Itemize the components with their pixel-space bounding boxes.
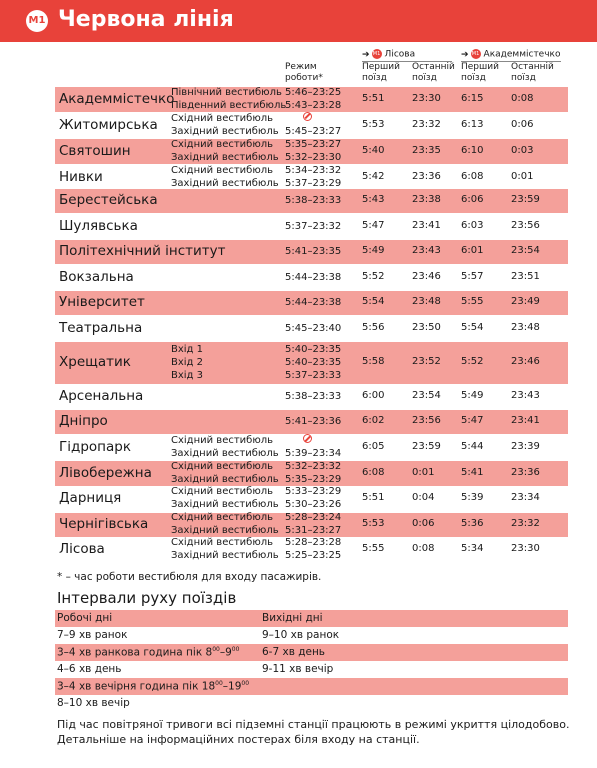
- table-row: [55, 410, 568, 434]
- vestibule-label: Західний вестибюль: [171, 550, 279, 561]
- lis-first-time: 5:43: [362, 194, 385, 205]
- column-header-hours: Режим роботи*: [285, 62, 323, 83]
- arrow-right-icon: ➔: [461, 49, 469, 60]
- table-row: [55, 165, 568, 190]
- lis-last-time: 23:32: [412, 118, 441, 130]
- working-hours: 5:37–23:29: [285, 177, 342, 189]
- station-name: Арсенальна: [59, 388, 144, 404]
- ak-first-time: 5:57: [461, 271, 484, 282]
- lis-last-time: 23:48: [412, 296, 441, 307]
- intervals-title: Інтервали руху поїздів: [57, 589, 237, 607]
- vestibule-label: Західний вестибюль: [171, 499, 279, 510]
- vestibule-label: Вхід 2: [171, 356, 204, 368]
- vestibule-label: Вхід 1: [171, 343, 204, 355]
- station-name: Лівобережна: [59, 464, 152, 481]
- ak-last-time: 23:51: [511, 271, 540, 282]
- working-hours: 5:46–23:25: [285, 86, 342, 98]
- working-hours: 5:38–23:33: [285, 390, 342, 402]
- metro-badge-icon: M1: [471, 51, 480, 57]
- arrow-right-icon: ➔: [362, 49, 370, 60]
- lis-first-time: 5:40: [362, 144, 385, 156]
- page-header: [0, 0, 597, 42]
- workdays-interval: 8–10 хв вечір: [57, 697, 130, 709]
- ak-first-time: 6:15: [461, 92, 484, 104]
- ak-last-time: 23:48: [511, 322, 540, 333]
- interval-row: [55, 610, 568, 627]
- lis-last-time: 23:56: [412, 415, 441, 426]
- working-hours: 5:38–23:33: [285, 194, 342, 206]
- working-hours: 5:41–23:36: [285, 415, 342, 427]
- column-header-last-lisova: Останній поїзд: [412, 62, 455, 83]
- lis-last-time: 0:01: [412, 466, 435, 478]
- vestibule-label: Східний вестибюль: [171, 164, 274, 176]
- weekends-interval: 9-11 хв вечір: [262, 663, 334, 675]
- vestibule-label: Західний вестибюль: [171, 151, 279, 163]
- station-name: Вокзальна: [59, 269, 134, 285]
- working-hours: 5:39–23:34: [285, 448, 342, 459]
- ak-first-time: 5:47: [461, 415, 484, 426]
- table-row: [55, 385, 568, 409]
- ak-last-time: 0:03: [511, 144, 534, 156]
- lis-last-time: 23:41: [412, 220, 441, 231]
- interval-row: [55, 644, 568, 661]
- ak-last-time: 23:39: [511, 441, 540, 452]
- closed-icon: [303, 434, 312, 447]
- vestibule-label: Західний вестибюль: [171, 125, 279, 137]
- interval-row: [55, 661, 568, 678]
- working-hours: 5:40–23:35: [285, 356, 342, 368]
- working-hours: 5:28–23:24: [285, 512, 342, 523]
- lis-last-time: 23:36: [412, 170, 441, 182]
- ak-first-time: 5:36: [461, 518, 484, 529]
- vestibule-label: Західний вестибюль: [171, 177, 279, 189]
- lis-first-time: 5:42: [362, 170, 385, 182]
- lis-last-time: 23:30: [412, 92, 441, 104]
- lis-first-time: 5:54: [362, 296, 385, 307]
- ak-first-time: 5:39: [461, 492, 484, 503]
- direction-label: Лісова: [384, 49, 416, 60]
- direction-lisova: [362, 49, 415, 60]
- closed-icon: [303, 112, 312, 125]
- lis-last-time: 23:38: [412, 194, 441, 205]
- ak-first-time: 5:54: [461, 322, 484, 333]
- working-hours: 5:32–23:30: [285, 151, 342, 163]
- lis-first-time: 5:53: [362, 518, 385, 529]
- interval-row: [55, 627, 568, 644]
- ak-last-time: 0:01: [511, 170, 534, 182]
- lis-last-time: 23:50: [412, 322, 441, 333]
- lis-first-time: 6:00: [362, 390, 385, 401]
- column-header-last-akademmistechko: Останній поїзд: [511, 62, 554, 83]
- vestibule-label: Західний вестибюль: [171, 525, 279, 536]
- ak-last-time: 23:43: [511, 390, 540, 401]
- vestibule-label: Північний вестибюль: [171, 86, 282, 98]
- table-row: [55, 189, 568, 213]
- ak-first-time: 5:49: [461, 390, 484, 401]
- working-hours: 5:32–23:32: [285, 460, 342, 472]
- workdays-interval: 3–4 хв вечірня година пік $18^{00}-19^{00}$: [57, 680, 250, 693]
- ak-last-time: 23:34: [511, 492, 540, 503]
- ak-first-time: 6:01: [461, 245, 484, 256]
- lis-first-time: 5:51: [362, 92, 385, 104]
- ak-first-time: 5:52: [461, 356, 484, 367]
- air-alert-note: Під час повітряної тривоги всі підземні станції працюють в режимі укриття цілодобово.: [57, 718, 570, 731]
- station-name: Університет: [59, 294, 145, 310]
- table-row: [55, 317, 568, 341]
- working-hours: 5:31–23:27: [285, 525, 342, 536]
- working-hours: 5:45–23:27: [285, 125, 342, 137]
- station-name: Святошин: [59, 142, 131, 159]
- station-name: Театральна: [59, 320, 143, 336]
- vestibule-label: Східний вестибюль: [171, 460, 274, 472]
- station-name: Житомирська: [59, 116, 158, 133]
- ak-last-time: 23:59: [511, 194, 540, 205]
- table-row: [55, 266, 568, 290]
- station-name: Шулявська: [59, 218, 138, 234]
- metro-badge-icon: M1: [372, 51, 381, 57]
- lis-last-time: 0:08: [412, 543, 435, 554]
- working-hours: 5:34–23:32: [285, 164, 342, 176]
- ak-last-time: 23:46: [511, 356, 540, 367]
- lis-first-time: 6:08: [362, 466, 385, 478]
- workdays-interval: 3–4 хв ранкова година пік $8^{00}-9^{00}$: [57, 646, 240, 659]
- weekends-interval: Вихідні дні: [262, 612, 323, 624]
- table-row: [55, 342, 568, 384]
- ak-last-time: 0:06: [511, 118, 534, 130]
- interval-row: [55, 678, 568, 695]
- working-hours: 5:35–23:27: [285, 138, 342, 150]
- table-row: [55, 461, 568, 486]
- metro-line-badge: M1: [26, 10, 48, 32]
- working-hours: 5:44–23:38: [285, 296, 342, 308]
- info-note: Детальніше на інформаційних постерах біля входу на станції.: [57, 733, 420, 746]
- vestibule-label: Східний вестибюль: [171, 112, 274, 124]
- ak-last-time: 23:56: [511, 220, 540, 231]
- ak-last-time: 23:49: [511, 296, 540, 307]
- table-row: [55, 513, 568, 537]
- direction-akademmistechko: [461, 49, 560, 60]
- working-hours: 5:28–23:28: [285, 537, 342, 548]
- no-entry-icon: [303, 112, 312, 121]
- weekends-interval: 9–10 хв ранок: [262, 629, 340, 641]
- column-header-first-akademmistechko: Перший поїзд: [461, 62, 499, 83]
- vestibule-label: Вхід 3: [171, 369, 204, 381]
- station-name: Політехнічний інститут: [59, 243, 226, 259]
- table-row: [55, 113, 568, 138]
- lis-first-time: 5:55: [362, 543, 385, 554]
- lis-last-time: 23:46: [412, 271, 441, 282]
- lis-last-time: 23:52: [412, 356, 441, 367]
- table-row: [55, 436, 568, 460]
- station-name: Берестейська: [59, 192, 158, 208]
- working-hours: 5:37–23:32: [285, 220, 342, 232]
- column-header-first-lisova: Перший поїзд: [362, 62, 400, 83]
- vestibule-label: Східний вестибюль: [171, 435, 274, 446]
- ak-first-time: 6:13: [461, 118, 484, 130]
- working-hours: 5:25–23:25: [285, 550, 342, 561]
- station-name: Хрещатик: [59, 354, 131, 370]
- vestibule-label: Західний вестибюль: [171, 473, 279, 485]
- station-name: Дніпро: [59, 413, 108, 429]
- lis-last-time: 23:59: [412, 441, 441, 452]
- ak-last-time: 23:36: [511, 466, 540, 478]
- vestibule-label: Східний вестибюль: [171, 486, 274, 497]
- workdays-interval: 4–6 хв день: [57, 663, 122, 675]
- workdays-interval: 7–9 хв ранок: [57, 629, 128, 641]
- table-row: [55, 139, 568, 164]
- ak-first-time: 6:10: [461, 144, 484, 156]
- station-name: Чернігівська: [59, 516, 149, 532]
- lis-first-time: 6:02: [362, 415, 385, 426]
- direction-label: Академмістечко: [483, 49, 561, 60]
- vestibule-label: Південний вестибюль: [171, 99, 287, 111]
- ak-last-time: 23:54: [511, 245, 540, 256]
- vestibule-label: Східний вестибюль: [171, 138, 274, 150]
- working-hours: 5:35–23:29: [285, 473, 342, 485]
- vestibule-label: Західний вестибюль: [171, 448, 279, 459]
- ak-last-time: 0:08: [511, 92, 534, 104]
- ak-first-time: 6:08: [461, 170, 484, 182]
- table-row: [55, 240, 568, 264]
- vestibule-label: Східний вестибюль: [171, 537, 274, 548]
- station-name: Дарниця: [59, 490, 122, 506]
- table-row: [55, 538, 568, 562]
- working-hours: 5:43–23:28: [285, 99, 342, 111]
- lis-first-time: 5:51: [362, 492, 385, 503]
- lis-first-time: 6:05: [362, 441, 385, 452]
- lis-first-time: 5:58: [362, 356, 385, 367]
- ak-first-time: 6:03: [461, 220, 484, 231]
- station-name: Лісова: [59, 541, 105, 557]
- lis-last-time: 23:35: [412, 144, 441, 156]
- interval-row: [55, 695, 568, 712]
- working-hours: 5:45–23:40: [285, 322, 342, 334]
- working-hours: 5:30–23:26: [285, 499, 342, 510]
- ak-last-time: 23:32: [511, 518, 540, 529]
- lis-first-time: 5:53: [362, 118, 385, 130]
- footnote: * – час роботи вестибюля для входу пасажирів.: [57, 571, 322, 583]
- ak-first-time: 5:34: [461, 543, 484, 554]
- lis-last-time: 23:54: [412, 390, 441, 401]
- station-name: Академмістечко: [59, 90, 175, 107]
- workdays-interval: Робочі дні: [57, 612, 113, 624]
- ak-first-time: 6:06: [461, 194, 484, 205]
- ak-first-time: 5:41: [461, 466, 484, 478]
- ak-last-time: 23:41: [511, 415, 540, 426]
- working-hours: 5:37–23:33: [285, 369, 342, 381]
- station-name: Гідропарк: [59, 439, 131, 455]
- working-hours: 5:33–23:29: [285, 486, 342, 497]
- no-entry-icon: [303, 434, 312, 443]
- ak-first-time: 5:44: [461, 441, 484, 452]
- lis-first-time: 5:52: [362, 271, 385, 282]
- lis-last-time: 23:43: [412, 245, 441, 256]
- ak-last-time: 23:30: [511, 543, 540, 554]
- lis-first-time: 5:49: [362, 245, 385, 256]
- page-title: Червона лінія: [58, 7, 234, 32]
- lis-first-time: 5:56: [362, 322, 385, 333]
- lis-first-time: 5:47: [362, 220, 385, 231]
- table-row: [55, 487, 568, 511]
- lis-last-time: 0:06: [412, 518, 435, 529]
- working-hours: 5:41–23:35: [285, 245, 342, 257]
- vestibule-label: Східний вестибюль: [171, 512, 274, 523]
- ak-first-time: 5:55: [461, 296, 484, 307]
- table-row: [55, 215, 568, 239]
- table-row: [55, 291, 568, 315]
- working-hours: 5:40–23:35: [285, 343, 342, 355]
- table-row: [55, 87, 568, 112]
- station-name: Нивки: [59, 168, 103, 185]
- working-hours: 5:44–23:38: [285, 271, 342, 283]
- weekends-interval: 6-7 хв день: [262, 646, 325, 658]
- lis-last-time: 0:04: [412, 492, 435, 503]
